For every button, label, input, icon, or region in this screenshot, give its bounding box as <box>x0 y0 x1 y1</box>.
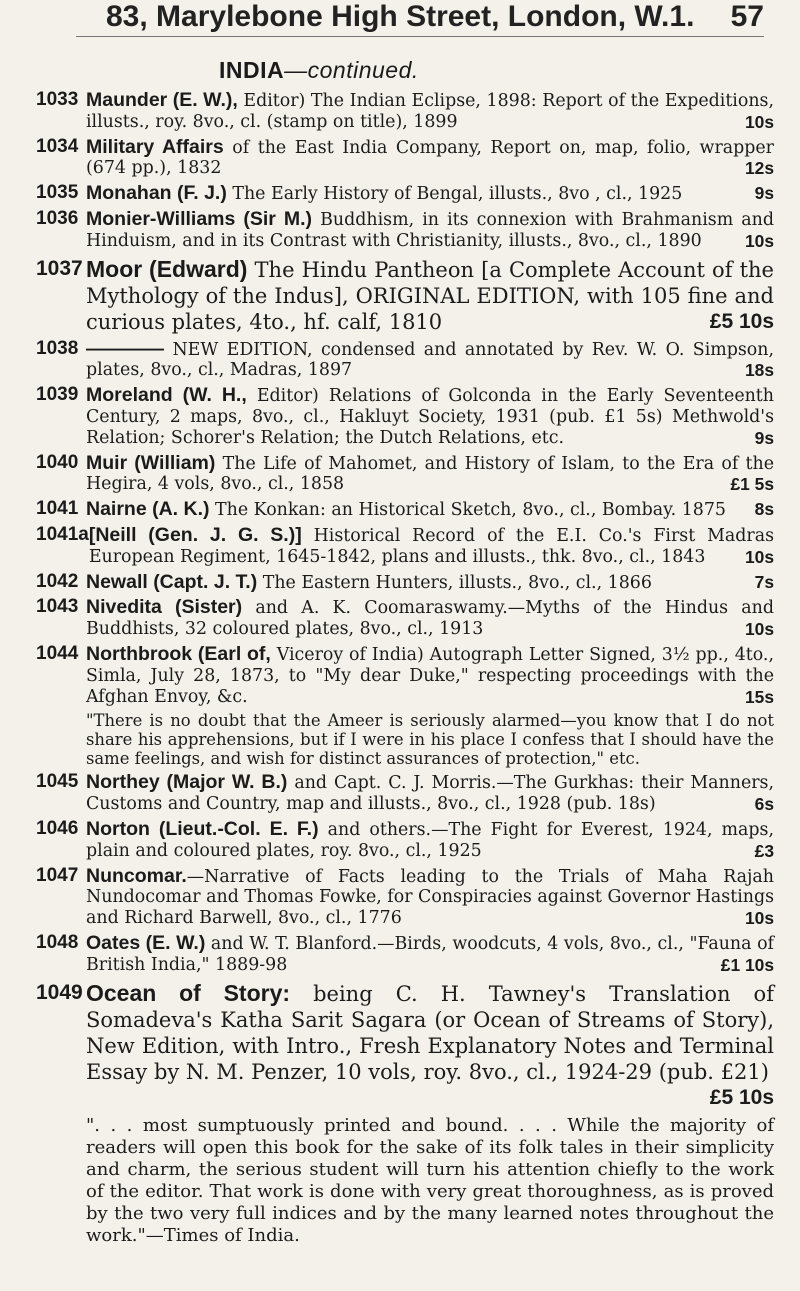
entry-body <box>86 597 774 640</box>
entry-body <box>86 980 774 1111</box>
entry-body <box>86 572 774 594</box>
catalogue-entry <box>36 137 774 180</box>
entry-author: Monier-Williams (Sir M.) <box>86 207 313 230</box>
entry-body <box>86 866 774 929</box>
entry-text: and others.—The Fight for Everest, 1924, maps, plain and coloured plates, roy. 8vo., cl., 1925 <box>86 819 774 861</box>
entry-price: 6s <box>754 794 774 815</box>
entry-author: Northey (Major W. B.) <box>86 771 288 794</box>
entry-author: Nuncomar. <box>86 864 187 887</box>
entry-price: 9s <box>754 183 774 204</box>
entry-author: Norton (Lieut.-Col. E. F.) <box>86 817 319 840</box>
entry-body <box>86 137 774 180</box>
entry-text: and A. K. Coomaraswamy.—Myths of the Hindus and Buddhists, 32 coloured plates, 8vo., cl., 1913 <box>86 598 774 640</box>
entry-number: 1035 <box>36 182 79 204</box>
catalogue-entry <box>36 819 774 862</box>
entry-body <box>86 933 774 976</box>
catalogue-entry <box>36 980 774 1111</box>
entry-quotation: ". . . most sumptuously printed and bound. . . . While the majority of readers will open this book for the sake of its folk tales in their simplicity and charm, the serious student will turn his attention chiefly to the work of the editor. That work is done with very great thoroughness, as is proved by the two very full indices and by the many learned notes throughout the work."—Times of India. <box>86 1114 774 1246</box>
entry-price: 18s <box>744 360 774 381</box>
entry-price: £1 10s <box>720 954 774 975</box>
catalogue-entry <box>36 597 774 640</box>
entry-number: 1048 <box>36 931 79 953</box>
catalogue-entry <box>36 866 774 929</box>
entry-text: and W. T. Blanford.—Birds, woodcuts, 4 vols, 8vo., cl., "Fauna of British India," 1889-98 <box>86 933 774 975</box>
section-name: INDIA <box>219 57 285 83</box>
entry-price: £5 10s <box>709 309 774 333</box>
catalogue-entry <box>36 256 774 335</box>
entry-author: ———— <box>86 337 164 360</box>
entry-number: 1045 <box>36 771 79 793</box>
catalogue-entry <box>36 90 774 133</box>
entry-price: 10s <box>744 546 774 567</box>
entry-body <box>86 209 774 252</box>
entry-text: and Capt. C. J. Morris.—The Gurkhas: their Manners, Customs and Country, map and illusts., 8vo., cl., 1928 (pub. 18s) <box>86 773 774 815</box>
page-number: 57 <box>730 0 764 33</box>
entry-text: Viceroy of India) Autograph Letter Signed, 3½ pp., 4to., Simla, July 28, 1873, to "My dear Duke," respecting proceedings with the Afghan Envoy, &c. <box>86 644 774 707</box>
entry-number: 1038 <box>36 337 79 359</box>
entry-text: Historical Record of the E.I. Co.'s First Madras European Regiment, 1645-1842, plans and illusts., thk. 8vo., cl., 1843 <box>88 525 774 567</box>
bookseller-address: 83, Marylebone High Street, London, W.1. <box>106 0 695 33</box>
entry-body <box>86 499 774 521</box>
catalogue-entry <box>36 933 774 976</box>
catalogue-entry <box>36 572 774 594</box>
entry-text: The Hindu Pantheon [a Complete Account of the Mythology of the Indus], ORIGINAL EDITION, with 105 fine and curious plates, 4to., hf. calf, 1810 <box>86 257 774 334</box>
entry-text: The Eastern Hunters, illusts., 8vo., cl., 1866 <box>262 572 652 593</box>
entry-author: Nairne (A. K.) <box>86 498 210 521</box>
entry-body <box>86 339 774 382</box>
catalogue-entry <box>36 772 774 815</box>
entry-text: being C. H. Tawney's Translation of Somadeva's Katha Sarit Sagara (or Ocean of Streams of Story), New Edition, with Intro., Fresh Explanatory Notes and Terminal Essay by N. M. Penzer, 10 vols, roy. 8vo., cl., 1924-29 (pub. £21) <box>86 981 774 1084</box>
entry-price: £3 <box>754 840 774 861</box>
entry-price: 10s <box>744 619 774 640</box>
entry-author: Moreland (W. H., <box>86 384 247 407</box>
entry-price: 10s <box>744 111 774 132</box>
entry-body <box>86 90 774 133</box>
entry-number: 1049 <box>36 980 83 1004</box>
entry-body <box>86 772 774 815</box>
entry-author: Military Affairs <box>86 135 224 158</box>
entry-number: 1044 <box>36 642 79 664</box>
entry-text: The Early History of Bengal, illusts., 8vo , cl., 1925 <box>232 184 683 205</box>
entry-number: 1034 <box>36 135 79 157</box>
entry-price: 7s <box>754 571 774 592</box>
catalogue-entry <box>36 385 774 448</box>
header-rule <box>76 36 764 37</box>
entry-number: 1036 <box>36 207 79 229</box>
entry-text: Editor) Relations of Golconda in the Early Seventeenth Century, 2 maps, 8vo., cl., Hakluyt Society, 1931 (pub. £1 5s) Methwold's Relation; Schorer's Relation; the Dutch Relations, etc. <box>86 386 774 448</box>
catalogue-entry <box>36 644 774 707</box>
entry-author: Northbrook (Earl of, <box>86 642 271 665</box>
entry-text: —Narrative of Facts leading to the Trials of Maha Rajah Nundocomar and Thomas Fowke, for Conspiracies against Governor Hastings and Richard Barwell, 8vo., cl., 1776 <box>86 866 775 929</box>
entry-number: 1041a <box>36 523 89 545</box>
running-head <box>106 0 764 34</box>
entry-number: 1043 <box>36 596 79 618</box>
entry-body <box>86 819 774 862</box>
catalogue-entry <box>36 209 774 252</box>
catalogue-entry <box>36 525 774 568</box>
entry-author: Maunder (E. W.), <box>86 89 238 111</box>
section-title <box>219 57 774 84</box>
entry-author: Monahan (F. J.) <box>86 182 227 205</box>
entry-number: 1040 <box>36 451 79 473</box>
entry-author: [Neill (Gen. J. G. S.)] <box>88 523 302 546</box>
catalogue-entry <box>36 339 774 382</box>
entry-price: £5 10s <box>709 1085 774 1109</box>
entry-author: Nivedita (Sister) <box>86 596 243 619</box>
entry-number: 1037 <box>36 256 83 280</box>
entry-author: Muir (William) <box>86 451 216 474</box>
entry-price: 8s <box>754 499 774 520</box>
entry-number: 1033 <box>36 89 79 110</box>
entry-author: Moor (Edward) <box>86 255 248 282</box>
entry-author: Oates (E. W.) <box>86 931 206 954</box>
entry-body <box>86 183 774 205</box>
entry-number: 1041 <box>36 498 79 520</box>
entry-body <box>86 644 774 707</box>
entry-price: 10s <box>744 230 774 251</box>
entry-number: 1046 <box>36 817 79 839</box>
entry-number: 1047 <box>36 864 79 886</box>
catalogue-entry <box>36 499 774 521</box>
catalogue-entry <box>36 183 774 205</box>
entry-text: Editor) The Indian Eclipse, 1898: Report of the Expeditions, illusts., roy. 8vo., cl. (stamp on title), 1899 <box>86 91 774 132</box>
entry-text: of the East India Company, Report on, map, folio, wrapper (674 pp.), 1832 <box>86 137 774 179</box>
entry-number: 1042 <box>36 570 79 592</box>
catalogue-entry <box>36 453 774 496</box>
entry-quotation: "There is no doubt that the Ameer is seriously alarmed—you know that I do not share his apprehensions, but if I were in his place I confess that I should have the same feelings, and wish for distinct assurances of protection," etc. <box>86 711 774 769</box>
entry-text: The Life of Mahomet, and History of Islam, to the Era of the Hegira, 4 vols, 8vo., cl., 1858 <box>86 453 775 495</box>
entry-price: 15s <box>744 686 774 707</box>
entry-price: 12s <box>744 158 774 179</box>
entry-body <box>86 256 774 335</box>
entry-author: Newall (Capt. J. T.) <box>86 570 258 593</box>
entry-price: 9s <box>754 427 774 448</box>
entry-text: The Konkan: an Historical Sketch, 8vo., cl., Bombay. 1875 <box>215 500 726 521</box>
entry-text: NEW EDITION, condensed and annotated by Rev. W. O. Simpson, plates, 8vo., cl., Madras, 1897 <box>86 339 774 381</box>
section-continued: —continued. <box>284 57 419 83</box>
entry-author: Ocean of Story: <box>86 979 291 1006</box>
entry-price: 10s <box>744 908 774 929</box>
entry-body <box>86 453 774 496</box>
entry-text: Buddhism, in its connexion with Brahmanism and Hinduism, and in its Contrast with Christianity, illusts., 8vo., cl., 1890 <box>86 209 774 251</box>
entry-body <box>89 525 774 568</box>
entry-price: £1 5s <box>730 474 774 495</box>
entry-body <box>86 385 774 448</box>
entry-number: 1039 <box>36 384 79 406</box>
